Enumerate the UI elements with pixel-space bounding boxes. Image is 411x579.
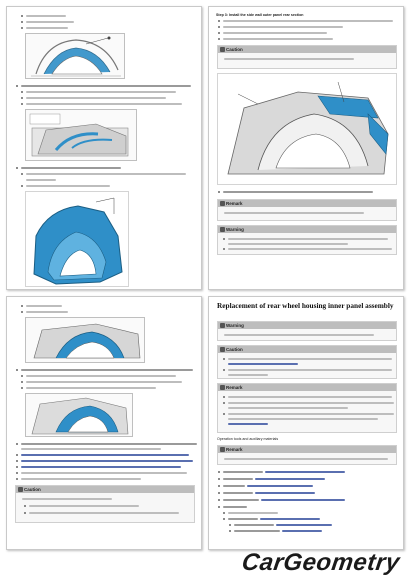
remark-box — [217, 199, 397, 221]
bullet — [223, 396, 225, 398]
text-line — [223, 20, 393, 22]
bullet — [16, 167, 18, 169]
bullet — [24, 512, 26, 514]
warning-icon — [220, 227, 225, 232]
text-line — [26, 375, 176, 377]
text-line — [228, 518, 258, 520]
text-line — [223, 478, 253, 480]
bullet — [218, 38, 220, 40]
text-line — [228, 358, 392, 360]
bullet — [229, 524, 231, 526]
bullet — [218, 191, 220, 193]
text-line — [234, 524, 274, 526]
figure-wheel-housing-2 — [25, 317, 145, 363]
text-line — [228, 369, 392, 371]
manual-page-1 — [6, 6, 202, 290]
remark-box-page4-2 — [217, 445, 397, 465]
text-line — [234, 530, 280, 532]
step-title: Step 3: Install the side wall outer panel rear section — [216, 13, 304, 17]
text-line — [223, 485, 245, 487]
bullet — [24, 505, 26, 507]
bullet — [218, 471, 220, 473]
link-line[interactable] — [260, 518, 320, 520]
link-line[interactable] — [282, 530, 322, 532]
text-line — [21, 472, 187, 474]
remark-label: Remark — [226, 201, 243, 206]
bullet — [21, 173, 23, 175]
link-line[interactable] — [255, 492, 315, 494]
text-line — [228, 402, 394, 404]
link-line[interactable] — [228, 363, 298, 365]
bullet — [218, 478, 220, 480]
text-line — [223, 492, 253, 494]
text-line — [21, 85, 191, 87]
figure-inner-panel-small — [25, 393, 133, 437]
text-line — [22, 498, 112, 500]
text-line — [223, 506, 247, 508]
warning-box-page4 — [217, 321, 397, 341]
figure-inner-panel-blue — [25, 191, 129, 287]
remark-header — [218, 384, 396, 391]
text-line — [223, 471, 263, 473]
text-line — [26, 27, 68, 29]
bullet — [218, 499, 220, 501]
text-line — [21, 478, 141, 480]
text-line — [21, 448, 161, 450]
bullet — [21, 91, 23, 93]
remark-label: Remark — [226, 447, 243, 452]
logo-text: CarGeometry — [240, 549, 402, 576]
text-line — [223, 499, 259, 501]
caution-label: Caution — [24, 487, 41, 492]
page-title: Replacement of rear wheel housing inner panel assembly — [217, 301, 394, 310]
bullet — [218, 26, 220, 28]
text-line — [228, 248, 392, 250]
text-line — [21, 369, 193, 371]
text-line — [26, 387, 156, 389]
caution-icon — [220, 347, 225, 352]
bullet — [223, 238, 225, 240]
caution-header — [16, 486, 194, 493]
text-line — [29, 512, 179, 514]
bullet — [16, 466, 18, 468]
inner-panel-drawing-2 — [26, 394, 133, 437]
bullet — [218, 506, 220, 508]
bullet — [16, 85, 18, 87]
wheel-housing-drawing-2 — [26, 318, 145, 363]
link-line[interactable] — [255, 478, 325, 480]
text-line — [228, 407, 348, 409]
bullet — [223, 402, 225, 404]
text-line — [224, 212, 364, 214]
text-line — [223, 26, 343, 28]
link-line[interactable] — [228, 423, 268, 425]
link-line[interactable] — [261, 499, 345, 501]
text-line — [228, 396, 392, 398]
remark-icon — [220, 447, 225, 452]
bullet — [223, 518, 225, 520]
bullet — [21, 375, 23, 377]
text-line — [223, 32, 327, 34]
text-line — [29, 505, 139, 507]
bullet — [223, 358, 225, 360]
bullet — [16, 460, 18, 462]
text-line — [224, 458, 388, 460]
side-wall-drawing — [218, 74, 397, 185]
figure-sealer-application — [25, 109, 137, 161]
text-line — [26, 97, 166, 99]
text-line — [26, 15, 66, 17]
caution-icon — [18, 487, 23, 492]
bullet — [218, 32, 220, 34]
text-line — [26, 103, 182, 105]
wheel-housing-drawing — [26, 34, 125, 79]
remark-header — [218, 446, 396, 453]
text-line — [228, 243, 348, 245]
caution-header — [218, 346, 396, 353]
bullet — [223, 512, 225, 514]
text-line — [21, 167, 121, 169]
text-line — [223, 38, 333, 40]
cargeometry-logo — [180, 548, 400, 578]
bullet — [218, 485, 220, 487]
text-line — [223, 191, 373, 193]
caution-box — [217, 45, 397, 69]
link-line[interactable] — [247, 485, 313, 487]
text-line — [228, 512, 278, 514]
bullet — [21, 311, 23, 313]
caution-header — [218, 46, 396, 53]
section-heading: Operation tools and auxiliary materials — [217, 437, 279, 441]
manual-page-4 — [208, 296, 404, 550]
bullet — [218, 20, 220, 22]
bullet — [218, 492, 220, 494]
bullet — [21, 305, 23, 307]
caution-icon — [220, 47, 225, 52]
text-line — [228, 413, 394, 415]
bullet — [223, 248, 225, 250]
remark-label: Remark — [226, 385, 243, 390]
bullet — [16, 443, 18, 445]
text-line — [224, 334, 374, 336]
link-line[interactable] — [21, 454, 189, 456]
text-line — [26, 179, 56, 181]
bullet — [223, 369, 225, 371]
text-line — [228, 374, 268, 376]
warning-label: Warning — [226, 227, 244, 232]
warning-header — [218, 322, 396, 329]
text-line — [26, 21, 74, 23]
link-line[interactable] — [21, 466, 181, 468]
caution-label: Caution — [226, 47, 243, 52]
remark-header — [218, 200, 396, 207]
warning-box — [217, 225, 397, 255]
bullet — [21, 185, 23, 187]
bullet — [16, 478, 18, 480]
bullet — [21, 15, 23, 17]
bullet — [16, 472, 18, 474]
caution-box-page3 — [15, 485, 195, 523]
remark-box-page4 — [217, 383, 397, 433]
bullet — [16, 454, 18, 456]
bullet — [229, 530, 231, 532]
bullet — [21, 21, 23, 23]
link-line[interactable] — [276, 524, 332, 526]
text-line — [26, 173, 186, 175]
text-line — [228, 418, 378, 420]
caution-box-page4 — [217, 345, 397, 379]
link-line[interactable] — [21, 460, 193, 462]
bullet — [16, 369, 18, 371]
bullet — [223, 413, 225, 415]
bullet — [21, 97, 23, 99]
bullet — [21, 27, 23, 29]
manual-page-2 — [208, 6, 404, 290]
figure-wheel-housing-1 — [25, 33, 125, 79]
text-line — [21, 443, 197, 445]
text-line — [26, 185, 110, 187]
sealer-drawing — [26, 110, 137, 161]
manual-page-3 — [6, 296, 202, 550]
remark-icon — [220, 201, 225, 206]
text-line — [228, 238, 388, 240]
warning-label: Warning — [226, 323, 244, 328]
figure-side-wall-panel — [217, 73, 397, 185]
text-line — [26, 305, 62, 307]
warning-header — [218, 226, 396, 233]
link-line[interactable] — [265, 471, 345, 473]
warning-icon — [220, 323, 225, 328]
text-line — [26, 381, 182, 383]
text-line — [26, 311, 68, 313]
text-line — [26, 91, 176, 93]
bullet — [21, 103, 23, 105]
caution-label: Caution — [226, 347, 243, 352]
bullet — [21, 387, 23, 389]
bullet — [21, 381, 23, 383]
remark-icon — [220, 385, 225, 390]
text-line — [224, 58, 354, 60]
inner-panel-drawing — [26, 192, 129, 287]
